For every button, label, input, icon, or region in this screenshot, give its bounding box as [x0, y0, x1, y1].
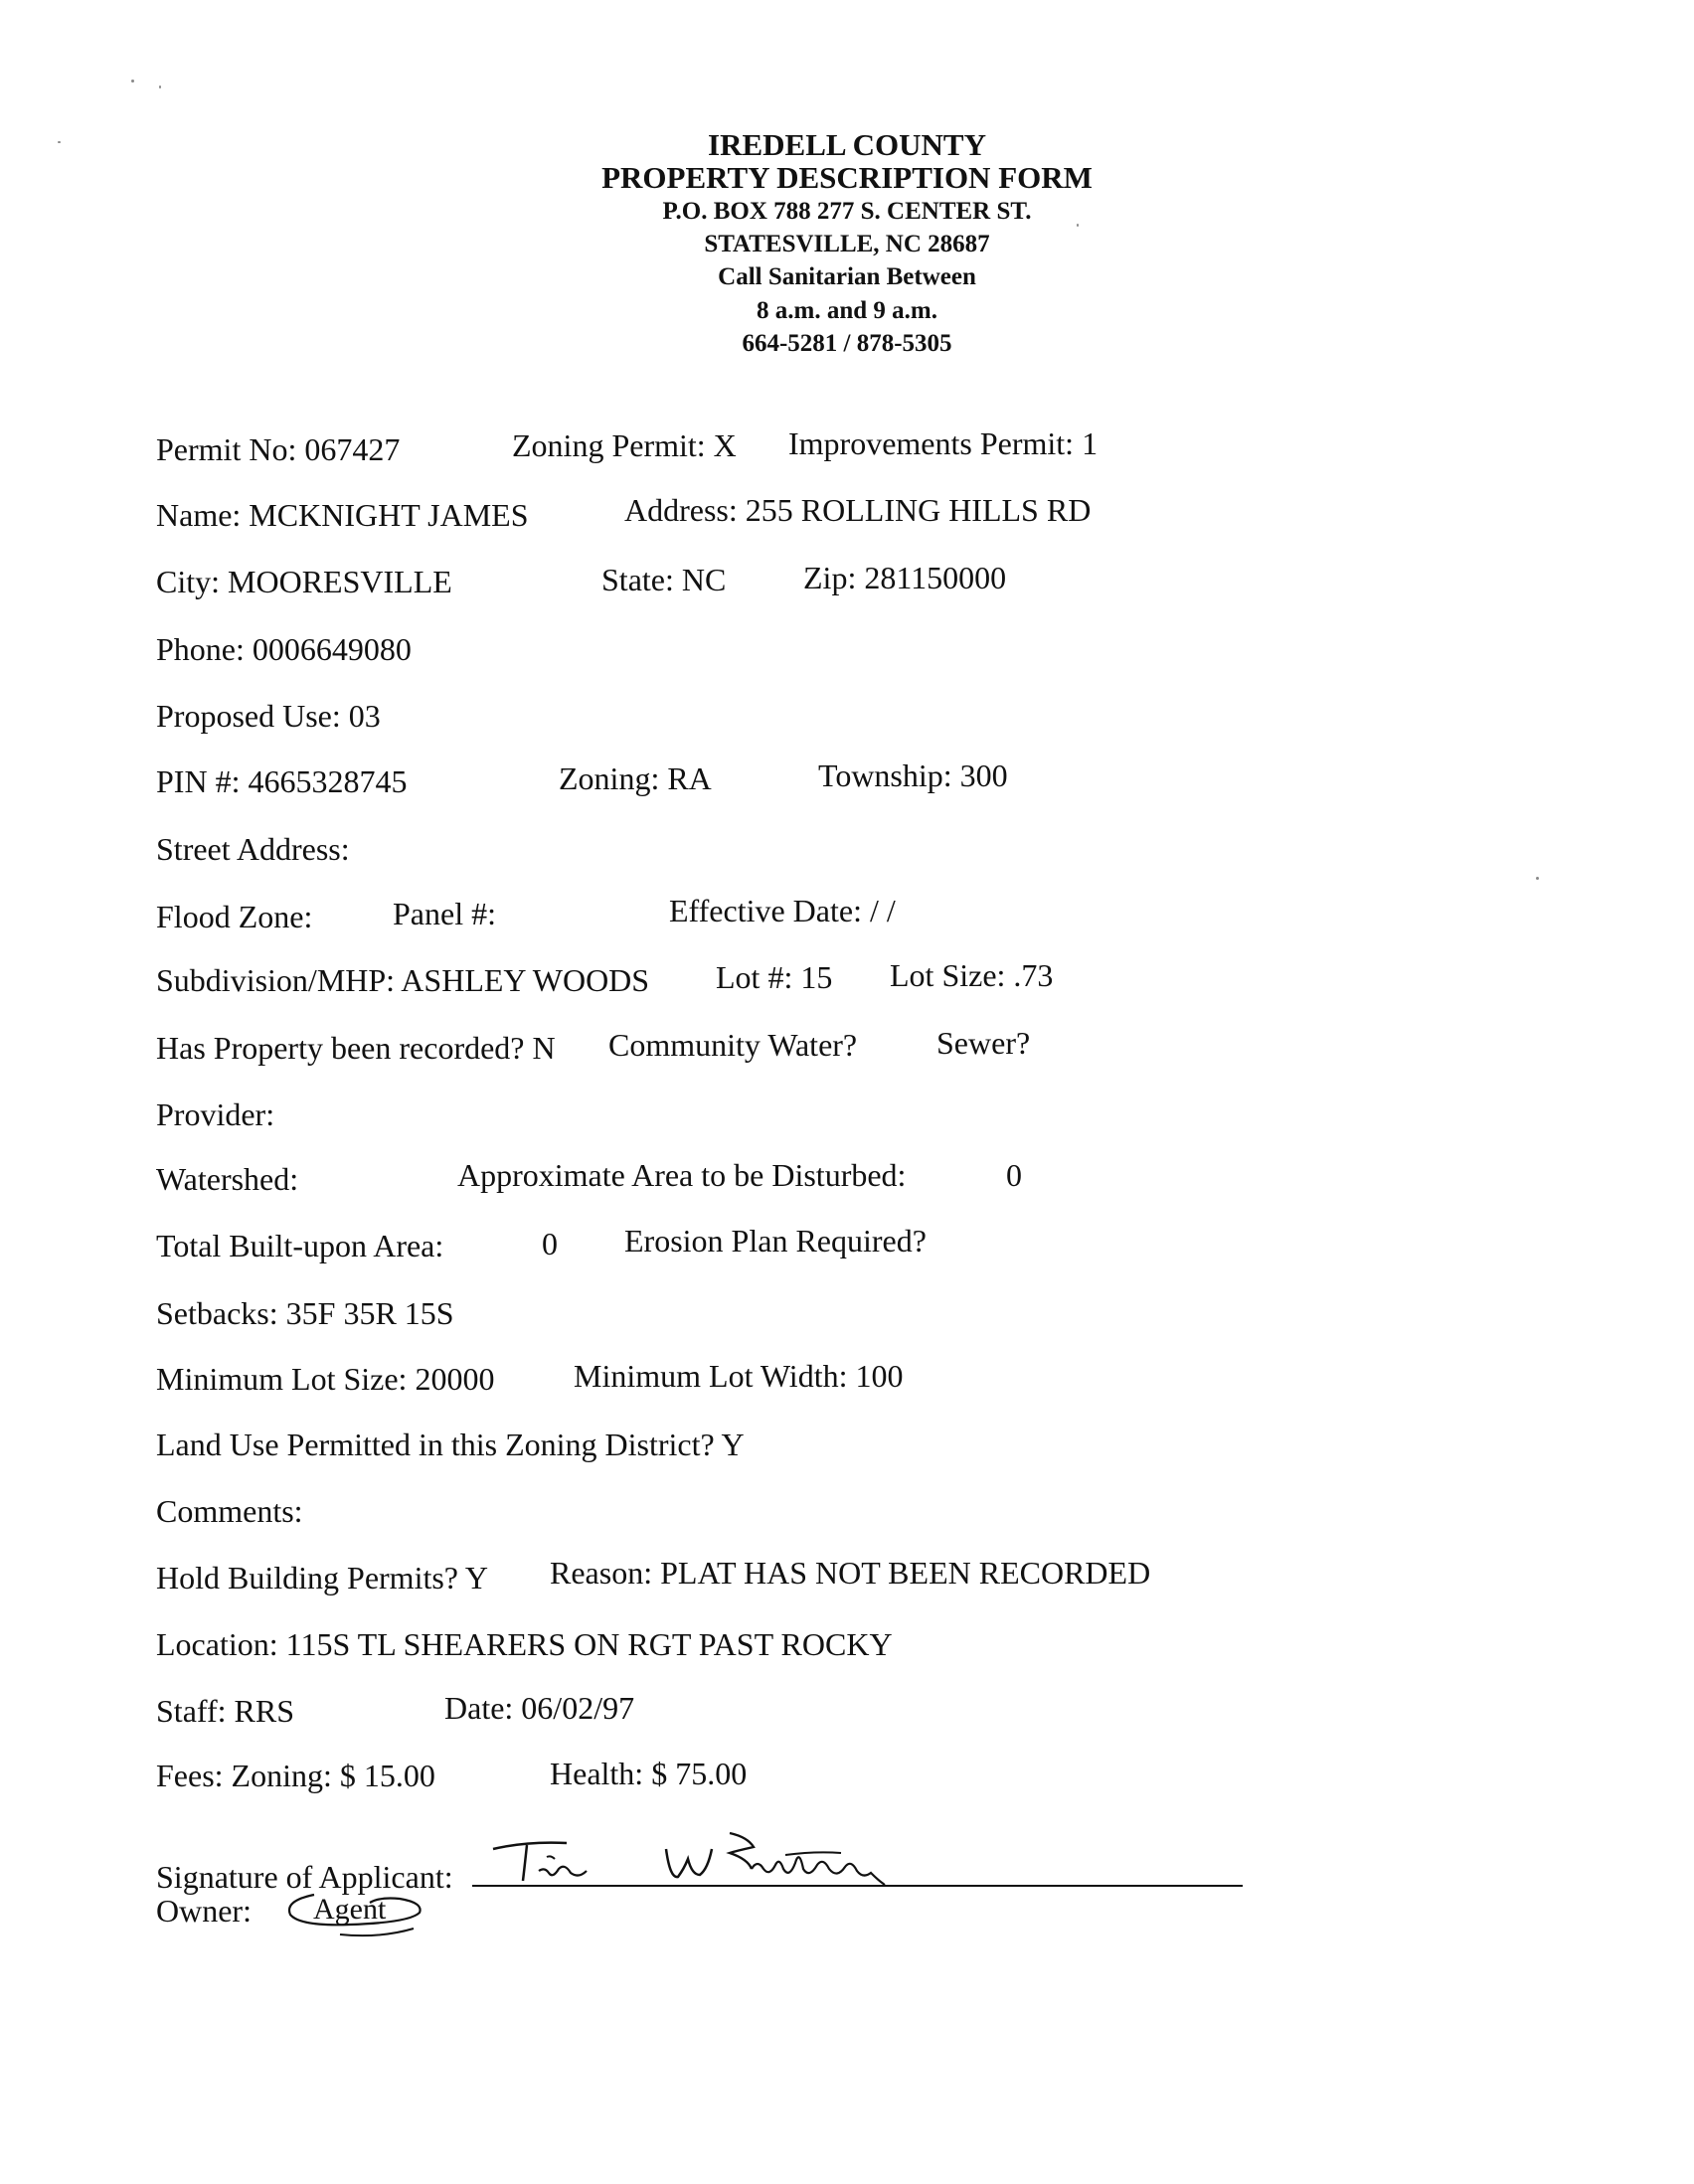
fees-health: Health: $ 75.00: [550, 1756, 748, 1791]
city-state-zip-header: STATESVILLE, NC 28687: [704, 231, 990, 257]
pin-number: PIN #: 4665328745: [156, 763, 408, 799]
call-hours: 8 a.m. and 9 a.m.: [757, 297, 937, 324]
subdivision: Subdivision/MHP: ASHLEY WOODS: [156, 962, 650, 998]
permit-no: Permit No: 067427: [156, 431, 401, 467]
phone-numbers-header: 664-5281 / 878-5305: [742, 330, 952, 357]
scan-speck: [1077, 224, 1079, 227]
min-lot-width: Minimum Lot Width: 100: [574, 1358, 904, 1394]
county-title: IREDELL COUNTY: [708, 127, 986, 162]
form-date: Date: 06/02/97: [444, 1690, 635, 1726]
applicant-signature: [487, 1829, 925, 1899]
area-disturbed-value: 0: [1006, 1157, 1022, 1193]
staff: Staff: RRS: [156, 1693, 294, 1729]
flood-zone: Flood Zone:: [156, 899, 313, 934]
proposed-use: Proposed Use: 03: [156, 698, 381, 734]
form-title: PROPERTY DESCRIPTION FORM: [601, 160, 1093, 195]
zoning-code: Zoning: RA: [559, 760, 712, 796]
applicant-phone: Phone: 0006649080: [156, 631, 412, 667]
setbacks: Setbacks: 35F 35R 15S: [156, 1295, 454, 1331]
community-water: Community Water?: [608, 1027, 858, 1063]
lot-size: Lot Size: .73: [890, 957, 1054, 993]
scan-speck: [1536, 877, 1539, 880]
agent-label: Agent: [313, 1893, 387, 1926]
improvements-permit: Improvements Permit: 1: [788, 425, 1099, 461]
applicant-name: Name: MCKNIGHT JAMES: [156, 497, 529, 533]
effective-date: Effective Date: / /: [669, 893, 896, 928]
hold-building-permits: Hold Building Permits? Y: [156, 1560, 488, 1596]
provider: Provider:: [156, 1096, 275, 1132]
township: Township: 300: [818, 757, 1008, 793]
lot-number: Lot #: 15: [716, 959, 833, 995]
land-use-permitted: Land Use Permitted in this Zoning District? Y: [156, 1427, 745, 1462]
panel-number: Panel #:: [393, 896, 496, 931]
property-recorded: Has Property been recorded? N: [156, 1030, 556, 1066]
hold-reason: Reason: PLAT HAS NOT BEEN RECORDED: [550, 1555, 1151, 1591]
scan-speck: [58, 141, 61, 143]
applicant-address: Address: 255 ROLLING HILLS RD: [624, 492, 1092, 528]
scan-speck: [159, 85, 161, 88]
built-upon-value: 0: [542, 1226, 558, 1261]
min-lot-size: Minimum Lot Size: 20000: [156, 1361, 495, 1397]
built-upon-label: Total Built-upon Area:: [156, 1228, 444, 1263]
signature-label: Signature of Applicant:: [156, 1859, 453, 1895]
comments: Comments:: [156, 1493, 303, 1529]
mailing-address: P.O. BOX 788 277 S. CENTER ST.: [662, 198, 1032, 225]
fees-zoning: Fees: Zoning: $ 15.00: [156, 1758, 435, 1793]
location: Location: 115S TL SHEARERS ON RGT PAST ROCKY: [156, 1626, 893, 1662]
sewer: Sewer?: [936, 1025, 1031, 1061]
applicant-state: State: NC: [601, 562, 727, 597]
street-address: Street Address:: [156, 831, 350, 867]
watershed: Watershed:: [156, 1161, 299, 1197]
erosion-plan: Erosion Plan Required?: [624, 1223, 927, 1259]
applicant-zip: Zip: 281150000: [803, 560, 1007, 595]
owner-label: Owner:: [156, 1893, 252, 1929]
zoning-permit: Zoning Permit: X: [512, 427, 737, 463]
agent-circle-mark: [280, 1891, 429, 1942]
applicant-city: City: MOORESVILLE: [156, 564, 452, 599]
area-disturbed-label: Approximate Area to be Disturbed:: [457, 1157, 907, 1193]
scan-speck: [131, 80, 134, 83]
call-instructions: Call Sanitarian Between: [718, 263, 976, 290]
